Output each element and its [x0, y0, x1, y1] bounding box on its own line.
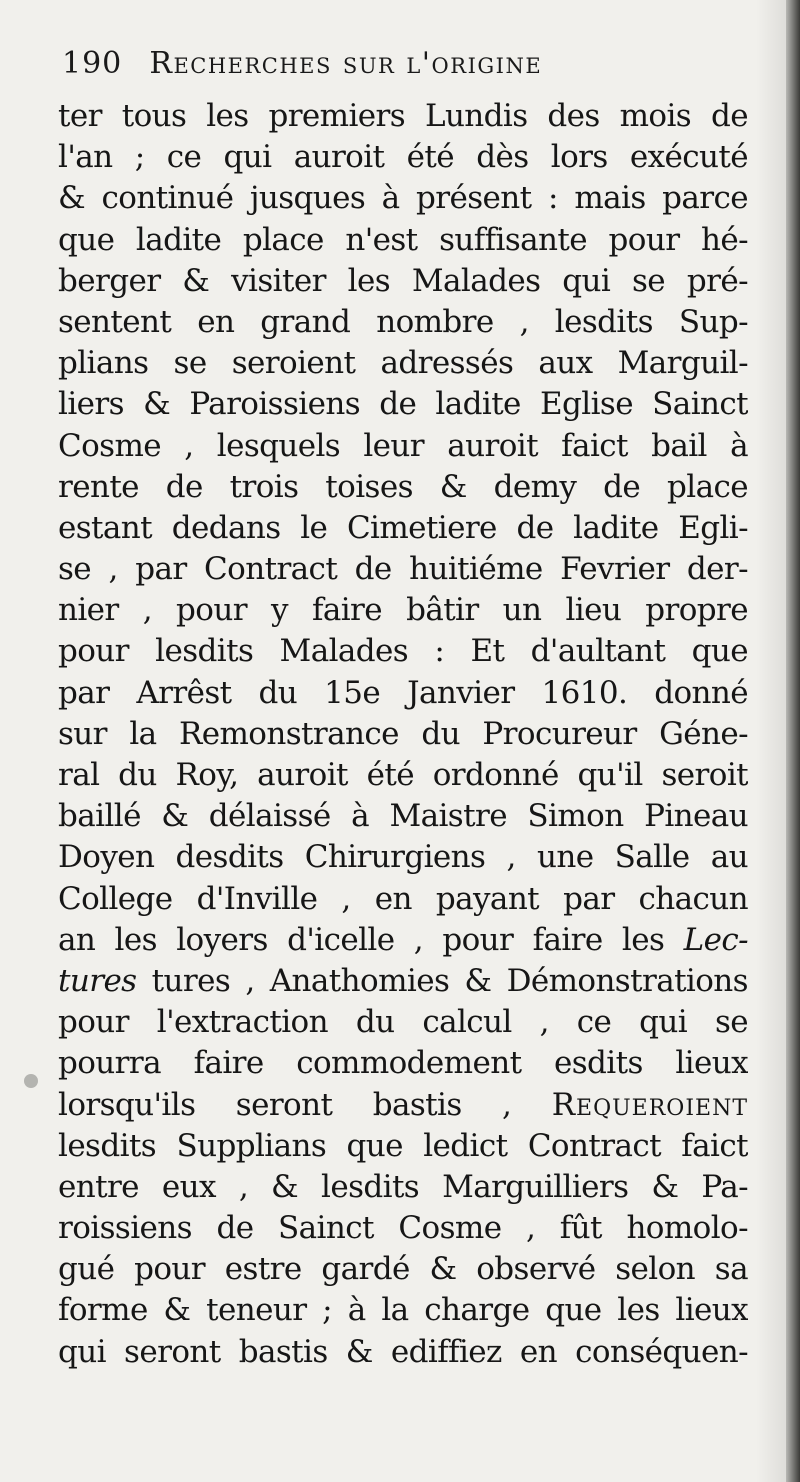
text-line: pour l'extraction du calcul , ce qui se: [58, 1004, 748, 1041]
text-line: ral du Roy, auroit été ordonné qu'il seroit: [58, 757, 748, 793]
text-line: pourra faire commodement esdits lieux: [58, 1045, 748, 1082]
text-line: roissiens de Sainct Cosme , fût homolo-: [58, 1210, 748, 1247]
text-line-with-italic: [58, 961, 748, 1002]
text-segment: tures , Anathomies & Démonstrations: [151, 962, 748, 999]
text-line: ter tous les premiers Lundis des mois de: [58, 98, 748, 134]
text-segment: an les loyers d'icelle , pour faire les: [58, 921, 665, 958]
text-line: Cosme , lesquels leur auroit faict bail à: [58, 427, 748, 464]
page-fold-shadow: [756, 0, 786, 1482]
italic-word: Lec-: [683, 921, 748, 958]
text-line: nier , pour y faire bâtir un lieu propre: [58, 592, 748, 629]
body-text: [58, 96, 748, 1373]
text-line: sentent en grand nombre , lesdits Sup-: [58, 303, 748, 340]
text-line: qui seront bastis & ediffiez en conséquen-: [58, 1333, 748, 1370]
text-line-with-italic: [58, 920, 748, 961]
running-head: [62, 46, 752, 90]
page-number: 190: [62, 46, 123, 81]
text-line: liers & Paroissiens de ladite Eglise Sainct: [58, 386, 748, 423]
text-line: pour lesdits Malades : Et d'aultant que: [58, 633, 748, 670]
text-line: par Arrêst du 15e Janvier 1610. donné: [58, 674, 748, 711]
text-line: plians se seroient adressés aux Marguil-: [58, 345, 748, 382]
text-line: & continué jusques à présent : mais parce: [58, 180, 748, 217]
text-line: estant dedans le Cimetiere de ladite Egli-: [58, 509, 748, 546]
running-title: Recherches sur l'origine: [149, 46, 543, 81]
italic-word: tures: [58, 962, 137, 999]
text-line-with-small-caps: [58, 1085, 748, 1126]
text-line: forme & teneur ; à la charge que les lieux: [58, 1292, 748, 1329]
text-line: sur la Remonstrance du Procureur Géne-: [58, 715, 748, 752]
text-line: baillé & délaissé à Maistre Simon Pineau: [58, 798, 748, 835]
text-line: Doyen desdits Chirurgiens , une Salle au: [58, 839, 748, 876]
text-line: rente de trois toises & demy de place: [58, 468, 748, 505]
text-line: berger & visiter les Malades qui se pré-: [58, 262, 748, 299]
text-line: College d'Inville , en payant par chacun: [58, 880, 748, 917]
text-line: se , par Contract de huitiéme Fevrier der-: [58, 551, 748, 588]
ink-blemish: [24, 1074, 38, 1088]
page-gutter: [786, 0, 800, 1482]
text-line: l'an ; ce qui auroit été dès lors exécuté: [58, 139, 748, 176]
text-segment: lorsqu'ils seront bastis ,: [58, 1086, 552, 1123]
text-line: lesdits Supplians que ledict Contract faict: [58, 1127, 748, 1164]
text-line: entre eux , & lesdits Marguilliers & Pa-: [58, 1168, 748, 1205]
small-caps-word: Requeroient: [551, 1086, 748, 1123]
text-line: gué pour estre gardé & observé selon sa: [58, 1251, 748, 1288]
text-line: que ladite place n'est suffisante pour hé-: [58, 221, 748, 258]
